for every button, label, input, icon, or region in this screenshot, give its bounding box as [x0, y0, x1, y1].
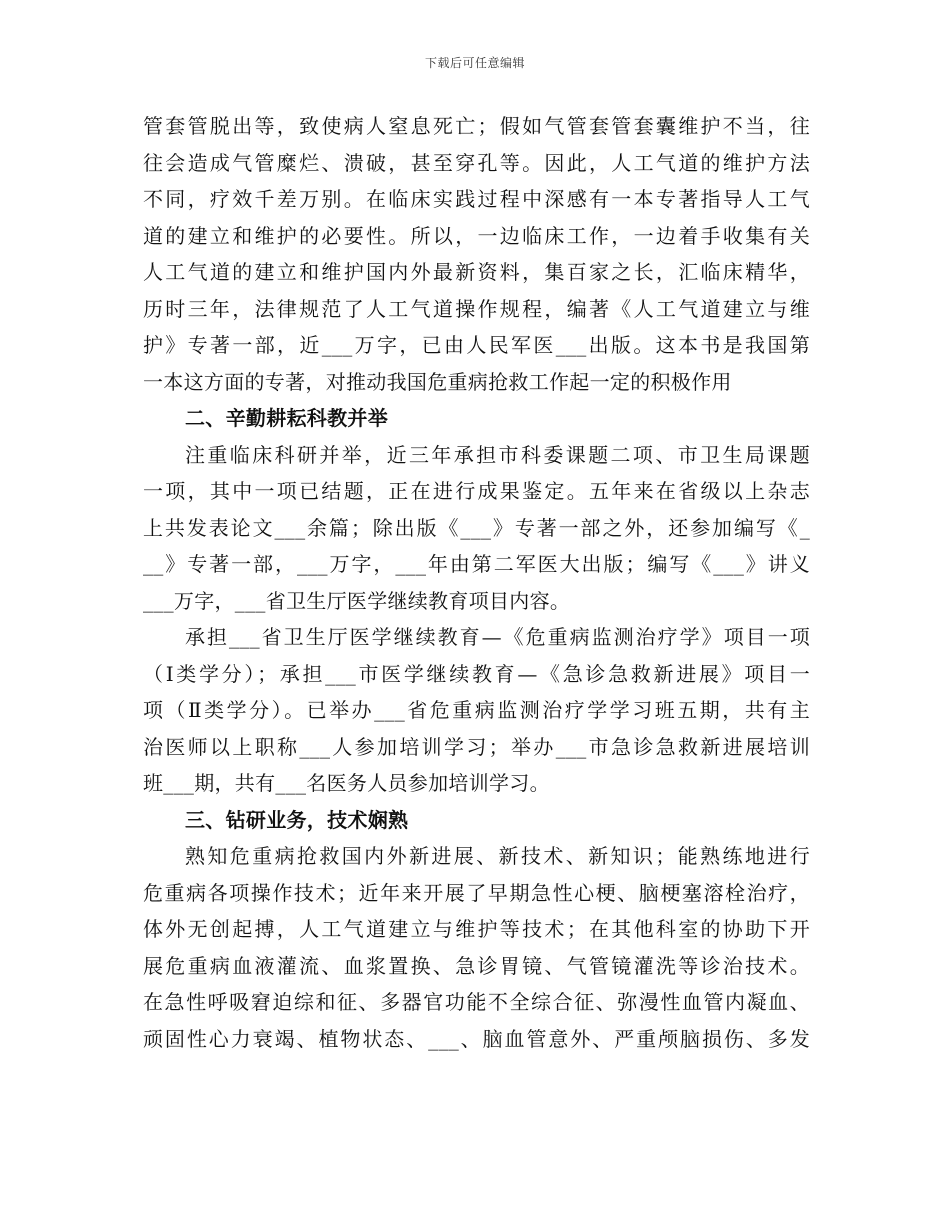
body-line: ___万字，___省卫生厅医学继续教育项目内容。 — [143, 588, 571, 613]
body-line: 不同，疗效千差万别。在临床实践过程中深感有一本专著指导人工气 — [143, 187, 810, 211]
body-line: 道的建立和维护的必要性。所以，一边临床工作，一边着手收集有关 — [143, 223, 810, 248]
section-heading: 三、钻研业务，技术娴熟 — [185, 807, 409, 832]
body-line: 人工气道的建立和维护国内外最新资料，集百家之长，汇临床精华， — [143, 260, 810, 284]
body-line: __》专著一部，___万字，___年由第二军医大出版；编写《___》讲义 — [143, 552, 810, 576]
body-line: 在急性呼吸窘迫综和征、多器官功能不全综合征、弥漫性血管内凝血、 — [143, 990, 810, 1014]
body-line: 一本这方面的专著，对推动我国危重病抢救工作起一定的积极作用 — [143, 369, 732, 394]
body-line: 班___期，共有___名医务人员参加培训学习。 — [143, 771, 550, 795]
body-line: 护》专著一部，近___万字，已由人民军医___出版。这本书是我国第 — [143, 333, 810, 357]
body-line: 危重病各项操作技术；近年来开展了早期急性心梗、脑梗塞溶栓治疗， — [143, 880, 810, 905]
page-header: 下载后可任意编辑 — [424, 56, 525, 70]
body-line: 项（Ⅱ类学分）。已举办___省危重病监测治疗学学习班五期，共有主 — [143, 698, 810, 722]
section-heading: 二、辛勤耕耘科教并举 — [185, 406, 388, 430]
body-line: 承担___省卫生厅医学继续教育—《危重病监测治疗学》项目一项 — [185, 625, 810, 649]
body-line: 上共发表论文___余篇；除出版《___》专著一部之外，还参加编写《_ — [143, 515, 810, 540]
body-line: 往会造成气管糜烂、溃破，甚至穿孔等。因此，人工气道的维护方法 — [143, 150, 810, 175]
body-line: 历时三年，法律规范了人工气道操作规程，编著《人工气道建立与维 — [143, 296, 810, 321]
body-line: 一项，其中一项已结题，正在进行成果鉴定。五年来在省级以上杂志 — [143, 479, 810, 503]
body-line: 管套管脱出等，致使病人窒息死亡；假如气管套管套囊维护不当，往 — [143, 114, 810, 138]
body-line: 熟知危重病抢救国内外新进展、新技术、新知识；能熟练地进行 — [185, 844, 810, 868]
body-line: 体外无创起搏，人工气道建立与维护等技术；在其他科室的协助下开 — [143, 917, 810, 941]
body-line: 展危重病血液灌流、血浆置换、急诊胃镜、气管镜灌洗等诊治技术。 — [143, 953, 810, 978]
body-line: （Ⅰ类学分）；承担___市医学继续教育—《急诊急救新进展》项目一 — [143, 661, 810, 686]
body-line: 注重临床科研并举，近三年承担市科委课题二项、市卫生局课题 — [185, 442, 810, 467]
body-line: 治医师以上职称___人参加培训学习；举办___市急诊急救新进展培训 — [143, 734, 810, 759]
document-body — [143, 108, 810, 1057]
body-line: 顽固性心力衰竭、植物状态、___、脑血管意外、严重颅脑损伤、多发 — [143, 1026, 810, 1051]
